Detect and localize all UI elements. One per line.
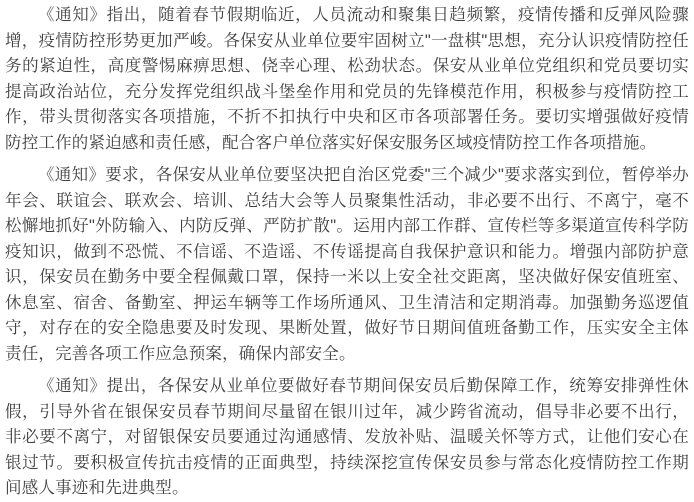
notice-paragraph-3: 《通知》提出，各保安从业单位要做好春节期间保安员后勤保障工作，统筹安排弹性休假，引导外省在银保安员春节期间尽量留在银川过年，减少跨省流动，倡导非必要不出行，非必要不离宁，对留银保安员要通过沟通感情、发放补贴、温暖关怀等方式，让他们安心在银过节。要积极宣传抗击疫情的正面典型，持续深挖宣传保安员参与常态化疫情防控工作期间感人事迹和先进典型。 (5, 377, 689, 497)
notice-paragraph-2: 《通知》要求，各保安从业单位要坚决把自治区党委"三个减少"要求落实到位，暂停举办年会、联谊会、联欢会、培训、总结大会等人员聚集性活动，非必要不出行、不离宁，毫不松懈地抓好"外防输入、内防反弹、严防扩散"。运用内部工作群、宣传栏等多渠道宣传科学防疫知识，做到不恐慌、不信谣、不造谣、不传谣提高自我保护意识和能力。增强内部防护意识，保安员在勤务中要全程佩戴口罩，保持一米以上安全社交距离，坚决做好保安值班室、休息室、宿舍、备勤室、押运车辆等工作场所通风、卫生清洁和定期消毒。加强勤务巡逻值守，对存在的安全隐患要及时发现、果断处置，做好节日期间值班备勤工作，压实安全主体责任，完善各项工作应急预案，确保内部安全。 (5, 166, 689, 363)
notice-paragraph-1: 《通知》指出，随着春节假期临近，人员流动和聚集日趋频繁，疫情传播和反弹风险骤增，疫情防控形势更加严峻。各保安从业单位要牢固树立"一盘棋"思想，充分认识疫情防控任务的紧迫性，高度警惕麻痹思想、侥幸心理、松劲状态。保安从业单位党组织和党员要切实提高政治站位，充分发挥党组织战斗堡垒作用和党员的先锋模范作用，积极参与疫情防控工作，带头贯彻落实各项措施，不折不扣执行中央和区市各项部署任务。要切实增强做好疫情防控工作的紧迫感和责任感，配合客户单位落实好保安服务区域疫情防控工作各项措施。 (5, 6, 689, 152)
